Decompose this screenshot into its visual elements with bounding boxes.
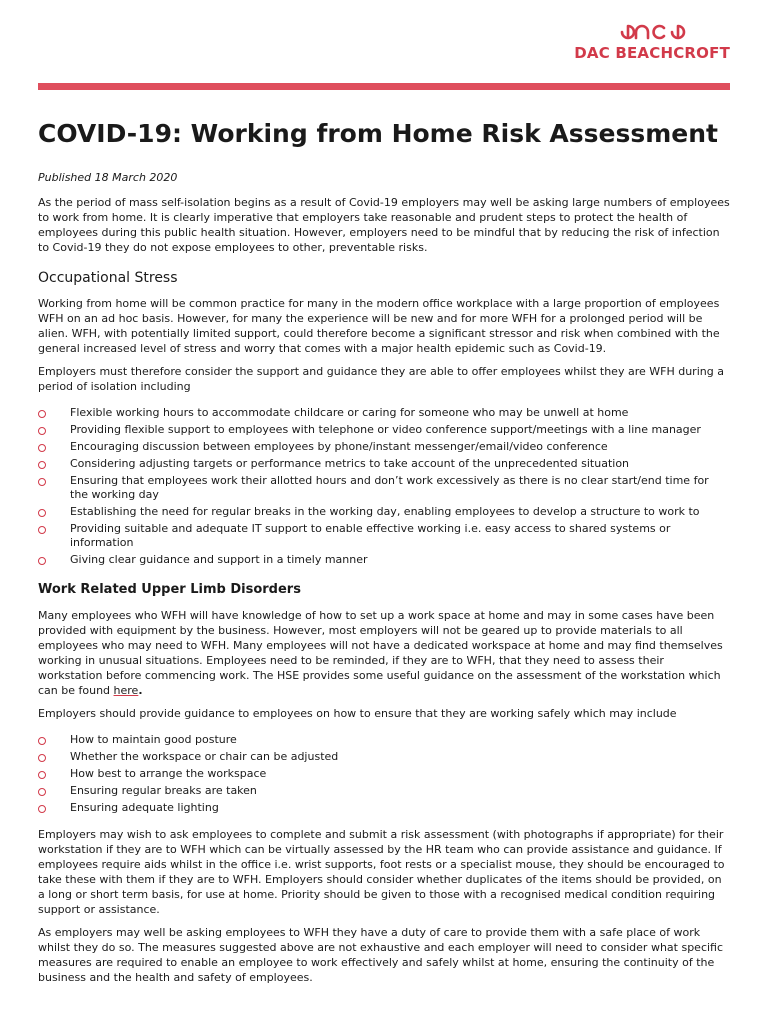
upper-limb-paragraph-1: Many employees who WFH will have knowledge of how to set up a work space at home and may in some cases have been provided with equipment by the business. However, most employers will not be geared up to provide materials to all employees who may need to WFH. Many employees will not have a dedicated workspace at home and may find themselves working in unusual situations. Employees need to be reminded, if they are to WFH, that they need to assess their workstation before commencing work. The HSE provides some useful guidance on the assessment of the workstation which can be found here. [38,609,723,697]
page-title: COVID-19: Working from Home Risk Assessment [38,119,718,148]
stress-support-list [38,406,730,567]
circle-bullet-icon [38,805,46,813]
hse-guidance-link[interactable]: here [113,684,139,697]
list-item: How to maintain good posture [38,733,730,747]
header-divider-bar [38,83,730,90]
list-item: Providing suitable and adequate IT support to enable effective working i.e. easy access to shared systems or information [38,522,730,550]
upper-limb-paragraph-3: Employers may wish to ask employees to complete and submit a risk assessment (with photographs if appropriate) for their workstation if they are to WFH which can be virtually assessed by the HR team who can provide assistance and guidance. If employees require aids whilst in the office i.e. wrist supports, foot rests or a specialist mouse, they should be encouraged to take these with them if they are to WFH. Employers should consider whether duplicates of the items should be provided, on a long or short term basis, for use at home. Priority should be given to those with a recognised medical condition requiring support or assistance. [38,828,725,916]
list-item: Giving clear guidance and support in a timely manner [38,553,730,567]
list-item: Encouraging discussion between employees by phone/instant messenger/email/video conference [38,440,730,454]
circle-bullet-icon [38,478,46,486]
upper-limb-paragraph-2: Employers should provide guidance to employees on how to ensure that they are working safely which may include [38,707,677,720]
logo-text: DAC BEACHCROFT [574,44,730,62]
safe-working-list [38,733,730,815]
circle-bullet-icon [38,410,46,418]
circle-bullet-icon [38,461,46,469]
list-item: Ensuring that employees work their allotted hours and don’t work excessively as there is no clear start/end time for the working day [38,474,730,502]
stress-paragraph-1: Working from home will be common practice for many in the modern office workplace with a large proportion of employees WFH on an ad hoc basis. However, for many the experience will be new and for more WFH for a prolonged period will be alien. WFH, with potentially limited support, could therefore become a significant stressor and risk when combined with the general increased level of stress and worry that comes with a major health epidemic such as Covid-19. [38,297,720,355]
dac-logo-mark-icon [618,22,686,42]
circle-bullet-icon [38,427,46,435]
circle-bullet-icon [38,771,46,779]
intro-paragraph: As the period of mass self-isolation begins as a result of Covid-19 employers may well be asking large numbers of employees to work from home. It is clearly imperative that employers take reasonable and prudent steps to protect the health of employees during this public health situation. However, employers need to be mindful that by reducing the risk of infection to Covid-19 they do not expose employees to other, preventable risks. [38,196,730,254]
list-item: Ensuring adequate lighting [38,801,730,815]
list-item: Establishing the need for regular breaks in the working day, enabling employees to develop a structure to work to [38,505,730,519]
list-item: Providing flexible support to employees with telephone or video conference support/meetings with a line manager [38,423,730,437]
section-heading-occupational-stress: Occupational Stress [38,270,178,286]
list-item: Whether the workspace or chair can be adjusted [38,750,730,764]
list-item: How best to arrange the workspace [38,767,730,781]
stress-paragraph-2: Employers must therefore consider the support and guidance they are able to offer employees whilst they are WFH during a period of isolation including [38,365,724,393]
circle-bullet-icon [38,737,46,745]
list-item: Considering adjusting targets or performance metrics to take account of the unprecedented situation [38,457,730,471]
circle-bullet-icon [38,526,46,534]
circle-bullet-icon [38,754,46,762]
document-body [38,118,730,993]
list-item: Flexible working hours to accommodate childcare or caring for someone who may be unwell at home [38,406,730,420]
upper-limb-paragraph-4: As employers may well be asking employees to WFH they have a duty of care to provide them with a safe place of work whilst they do so. The measures suggested above are not exhaustive and each employer will need to consider what specific measures are required to enable an employee to work effectively and safely whilst at home, ensuring the continuity of the business and the health and safety of employees. [38,926,724,984]
circle-bullet-icon [38,557,46,565]
published-date: Published 18 March 2020 [38,171,178,184]
list-item: Ensuring regular breaks are taken [38,784,730,798]
circle-bullet-icon [38,509,46,517]
circle-bullet-icon [38,788,46,796]
circle-bullet-icon [38,444,46,452]
section-heading-upper-limb: Work Related Upper Limb Disorders [38,582,301,597]
company-logo [574,22,730,62]
